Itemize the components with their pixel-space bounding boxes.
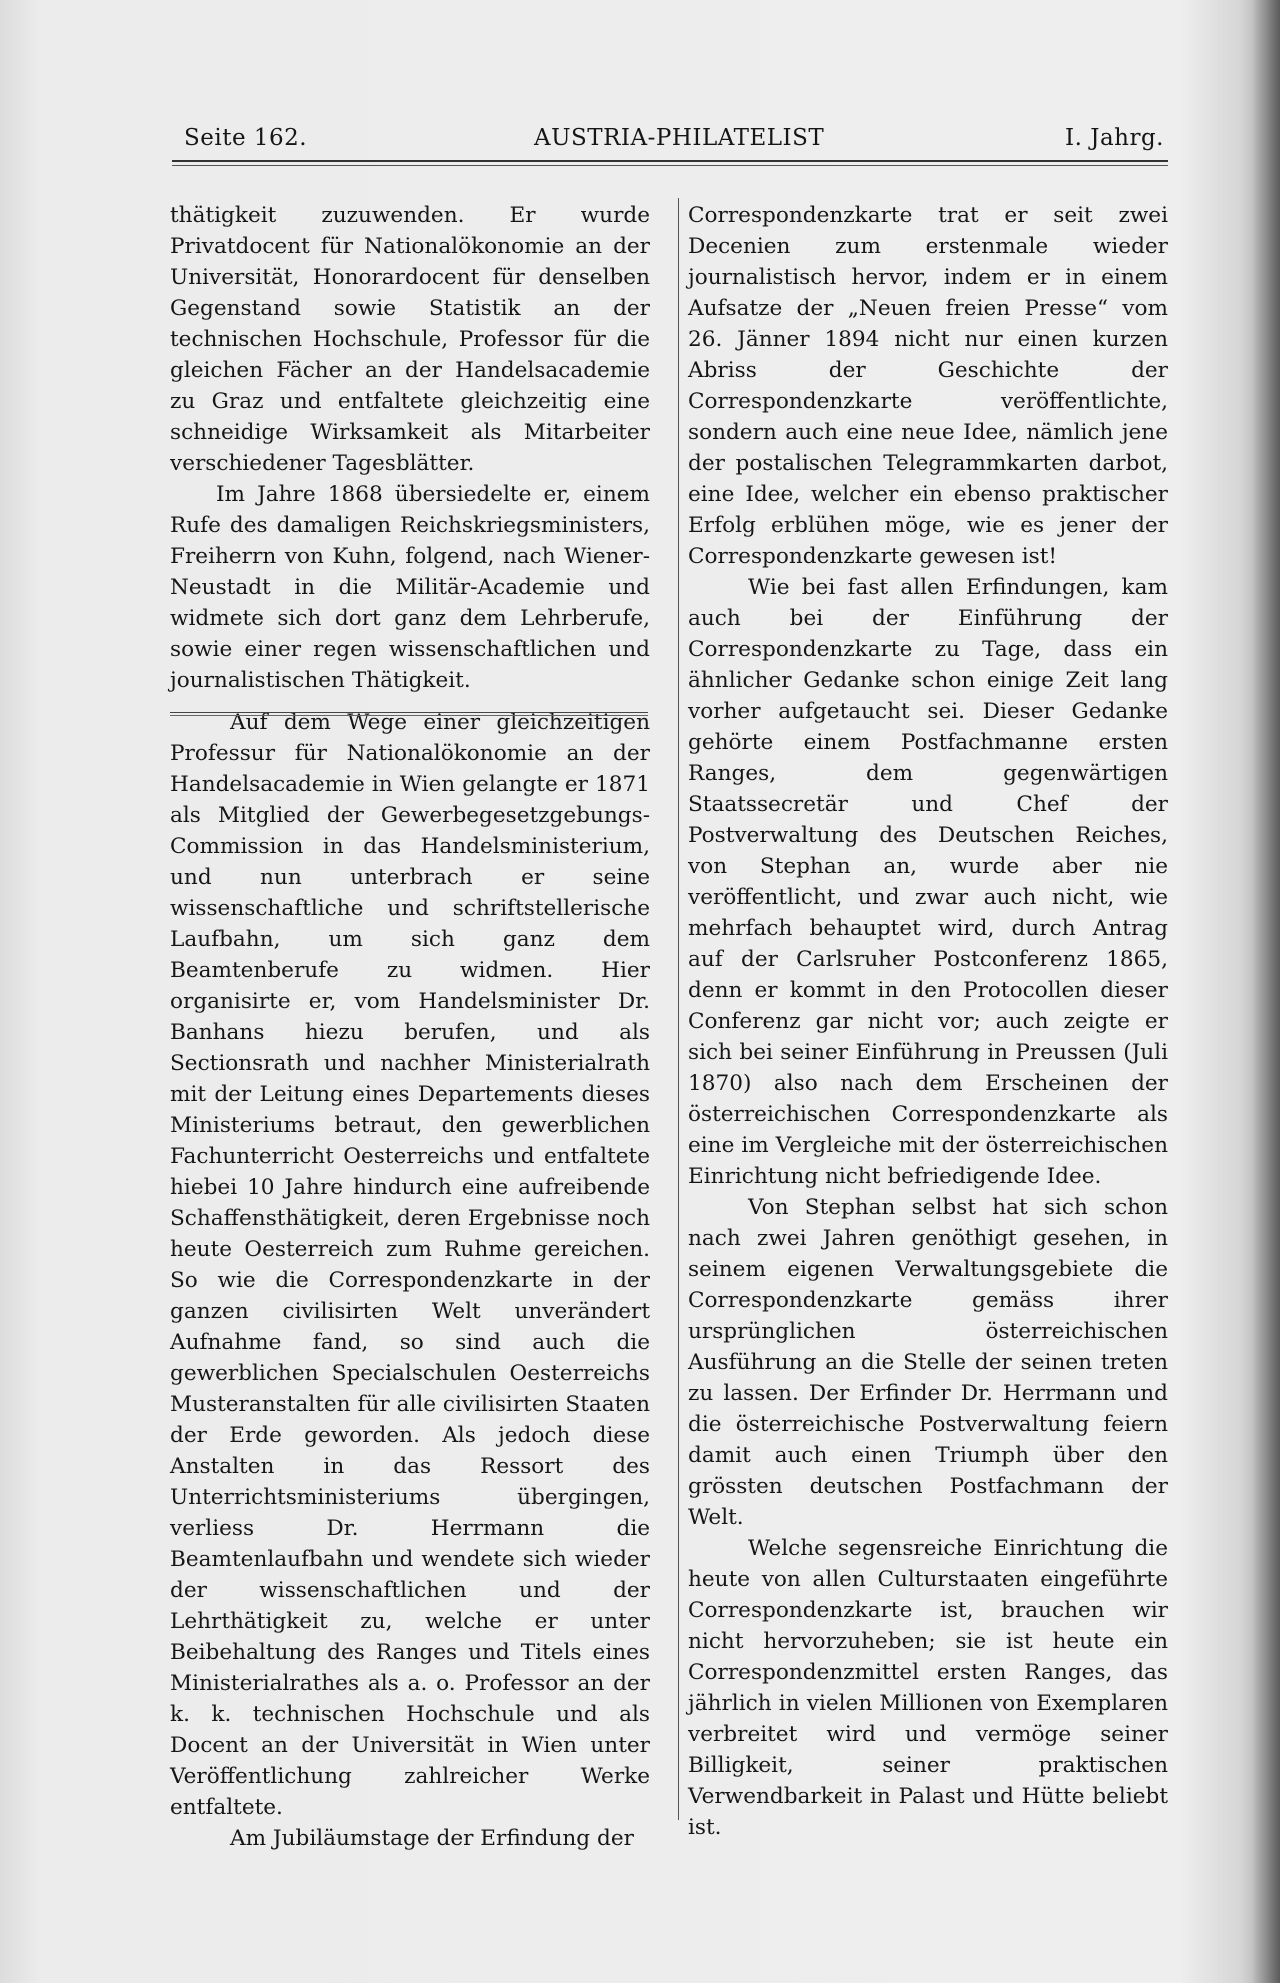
header-rule-thin (172, 165, 1168, 166)
column-divider (678, 198, 679, 1820)
journal-title: AUSTRIA-PHILATELIST (534, 125, 825, 151)
section-rule (170, 712, 648, 713)
section-rule-thin (170, 715, 648, 716)
right-column (688, 200, 1168, 1843)
left-paragraph-3: Auf dem Wege einer gleichzeitigen Professur für Nationalökonomie an der Handelsacademie in Wien gelangte er 1871 als Mitglied der Gewerbegesetzgebungs-Commission in das Handelsministerium, und nun unterbrach er seine wissenschaftliche und schriftstellerische Laufbahn, um sich ganz dem Beamtenberufe zu widmen. Hier organisirte er, vom Handelsminister Dr. Banhans hiezu berufen, und als Sectionsrath und nachher Ministerialrath mit der Leitung eines Departements dieses Ministeriums betraut, den gewerblichen Fachunterricht Oesterreichs und entfaltete hiebei 10 Jahre hindurch eine aufreibende Schaffensthätigkeit, deren Ergebnisse noch heute Oesterreich zum Ruhme gereichen. So wie die Correspondenzkarte in der ganzen civilisirten Welt unverändert Aufnahme fand, so sind auch die gewerblichen Specialschulen Oesterreichs Musteranstalten für alle civilisirten Staaten der Erde geworden. Als jedoch diese Anstalten in das Ressort des Unterrichtsministeriums übergingen, verliess Dr. Herrmann die Beamtenlaufbahn und wendete sich wieder der wissenschaftlichen und der Lehrthätigkeit zu, welche er unter Beibehaltung des Ranges und Titels eines Ministerialrathes als a. o. Professor an der k. k. technischen Hochschule und als Docent an der Universität in Wien unter Veröffentlichung zahlreicher Werke entfaltete. (170, 710, 650, 1820)
left-paragraph-1: thätigkeit zuzuwenden. Er wurde Privatdocent für Nationalökonomie an der Universität, Honorardocent für denselben Gegenstand sowie Statistik an der technischen Hochschule, Professor für die gleichen Fächer an der Handelsacademie zu Graz und entfaltete gleichzeitig eine schneidige Wirksamkeit als Mitarbeiter verschiedener Tagesblätter. (170, 203, 650, 476)
volume-label: I. Jahrg. (1065, 125, 1164, 151)
right-paragraph-3: Von Stephan selbst hat sich schon nach zwei Jahren genöthigt gesehen, in seinem eigenen Verwaltungsgebiete die Correspondenzkarte gemäss ihrer ursprünglichen österreichischen Ausführung an die Stelle der seinen treten zu lassen. Der Erfinder Dr. Herrmann und die österreichische Postverwaltung feiern damit auch einen Triumph über den grössten deutschen Postfachmann der Welt. (688, 1195, 1168, 1530)
right-paragraph-1: Correspondenzkarte trat er seit zwei Decenien zum erstenmale wieder journalistisch hervor, indem er in einem Aufsatze der „Neuen freien Presse“ vom 26. Jänner 1894 nicht nur einen kurzen Abriss der Geschichte der Correspondenzkarte veröffentlichte, sondern auch eine neue Idee, nämlich jene der postalischen Telegrammkarten darbot, eine Idee, welcher ein ebenso praktischer Erfolg erblühen möge, wie es jener der Correspondenzkarte gewesen ist! (688, 203, 1168, 569)
header-rule (172, 160, 1168, 162)
right-paragraph-2: Wie bei fast allen Erfindungen, kam auch bei der Einführung der Correspondenzkarte zu Tage, dass ein ähnlicher Gedanke schon einige Zeit lang vorher aufgetaucht sei. Dieser Gedanke gehörte einem Postfachmanne ersten Ranges, dem gegenwärtigen Staatssecretär und Chef der Postverwaltung des Deutschen Reiches, von Stephan an, wurde aber nie veröffentlicht, und zwar auch nicht, wie mehrfach behauptet wird, durch Antrag auf der Carlsruher Postconferenz 1865, denn er kommt in den Protocollen dieser Conferenz gar nicht vor; auch zeigte er sich bei seiner Einführung in Preussen (Juli 1870) also nach dem Erscheinen der österreichischen Correspondenzkarte als eine im Vergleiche mit der österreichischen Einrichtung nicht befriedigende Idee. (688, 575, 1168, 1189)
right-paragraph-4: Welche segensreiche Einrichtung die heute von allen Culturstaaten eingeführte Correspondenzkarte ist, brauchen wir nicht hervorzuheben; sie ist heute ein Correspondenzmittel ersten Ranges, das jährlich in vielen Millionen von Exemplaren verbreitet wird und vermöge seiner Billigkeit, seiner praktischen Verwendbarkeit in Palast und Hütte beliebt ist. (688, 1536, 1168, 1840)
left-paragraph-4: Am Jubiläumstage der Erfindung der (230, 1826, 634, 1851)
page-edge-shadow (1252, 0, 1280, 1983)
running-header (172, 125, 1168, 165)
left-column (170, 200, 650, 1854)
left-paragraph-2: Im Jahre 1868 übersiedelte er, einem Rufe des damaligen Reichskriegsministers, Freiherrn von Kuhn, folgend, nach Wiener-Neustadt in die Militär-Academie und widmete sich dort ganz dem Lehrberufe, sowie einer regen wissenschaftlichen und journalistischen Thätigkeit. (170, 482, 650, 693)
page-number: Seite 162. (184, 125, 308, 151)
